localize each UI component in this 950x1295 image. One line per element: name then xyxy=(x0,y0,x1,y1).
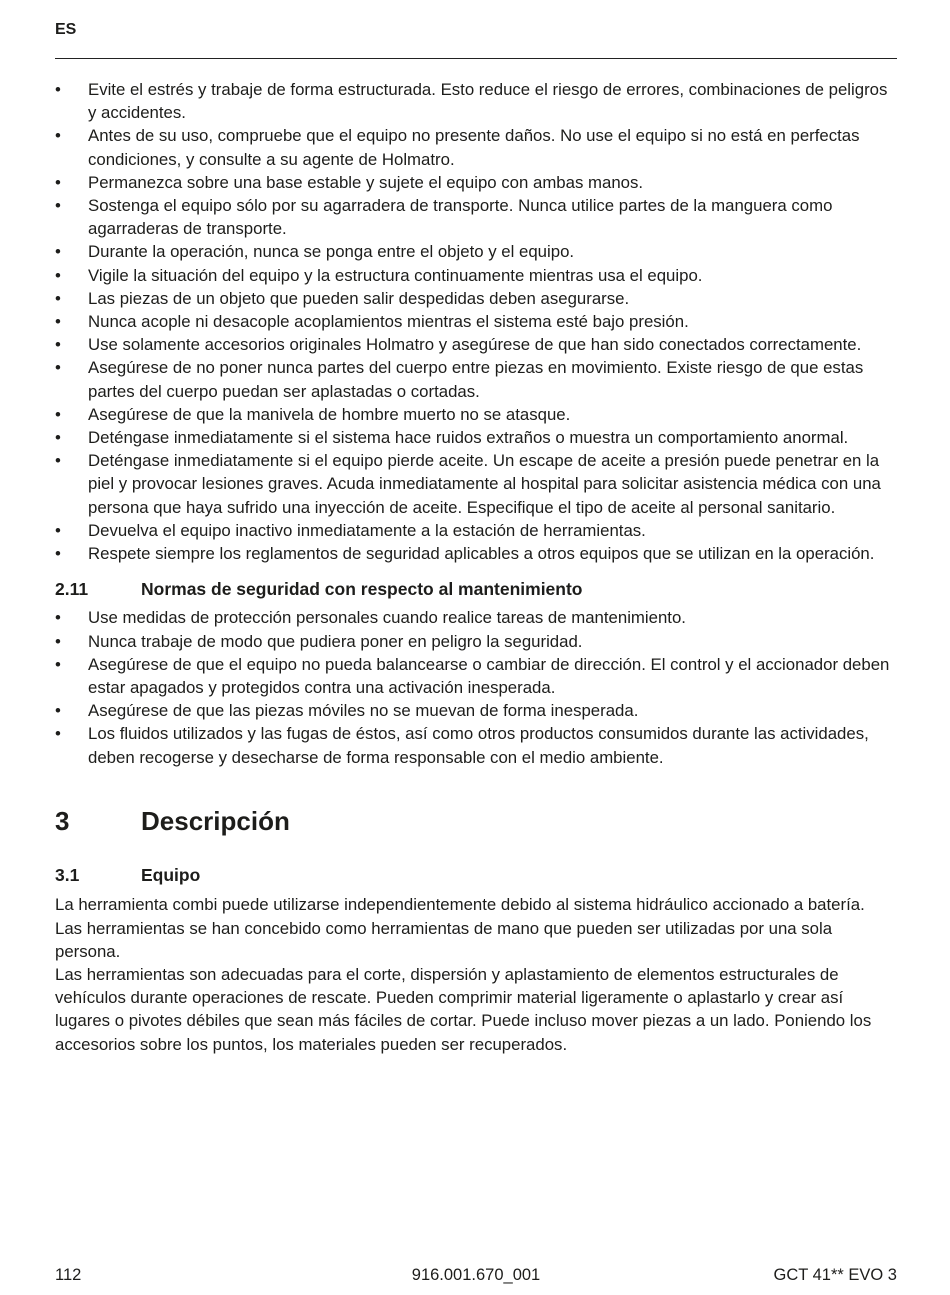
section-3-1-heading xyxy=(55,864,900,887)
page-number: 112 xyxy=(55,1266,82,1284)
bullet-icon: • xyxy=(55,631,61,651)
section-number: 3 xyxy=(55,805,70,836)
bullet-icon: • xyxy=(55,544,61,564)
list-item xyxy=(55,264,900,287)
model-name: GCT 41** EVO 3 xyxy=(773,1266,897,1284)
list-item xyxy=(55,78,900,124)
bullet-icon: • xyxy=(55,404,61,424)
bullet-icon: • xyxy=(55,80,61,99)
bullet-icon: • xyxy=(55,172,61,192)
list-item-text: Respete siempre los reglamentos de seguridad aplicables a otros equipos que se utilizan en la operación. xyxy=(88,544,875,564)
page-content xyxy=(55,78,900,1056)
paragraph: Las herramientas se han concebido como herramientas de mano que pueden ser utilizadas por una sola persona. xyxy=(55,918,833,961)
bullet-icon: • xyxy=(55,428,61,448)
page-header-language: ES xyxy=(55,21,77,38)
section-title: Equipo xyxy=(141,865,201,886)
header-rule xyxy=(55,58,897,59)
bullet-icon: • xyxy=(55,126,61,146)
list-item-text: Deténgase inmediatamente si el equipo pierde aceite. Un escape de aceite a presión puede penetrar en la piel y provocar lesiones graves. Acuda inmediatamente al hospital para solicitar asistencia médica con una persona que haya sufrido una inyección de aceite. Especifique el tipo de aceite al personal sanitario. xyxy=(88,451,881,517)
bullet-icon: • xyxy=(55,265,61,285)
list-item xyxy=(55,356,900,402)
bullet-icon: • xyxy=(55,608,61,628)
bullet-icon: • xyxy=(55,335,61,355)
list-item-text: Devuelva el equipo inactivo inmediatamente a la estación de herramientas. xyxy=(88,520,646,540)
list-item xyxy=(55,653,900,699)
list-item xyxy=(55,519,900,542)
bullet-icon: • xyxy=(55,288,61,308)
list-item-text: Permanezca sobre una base estable y sujete el equipo con ambas manos. xyxy=(88,172,644,192)
list-item-text: Las piezas de un objeto que pueden salir despedidas deben asegurarse. xyxy=(88,288,630,308)
section-3-heading xyxy=(55,805,900,836)
list-item xyxy=(55,287,900,310)
list-item xyxy=(55,426,900,449)
list-item xyxy=(55,124,900,170)
bullet-icon: • xyxy=(55,242,61,262)
paragraph: La herramienta combi puede utilizarse independientemente debido al sistema hidráulico accionado a batería. xyxy=(55,895,865,915)
bullet-icon: • xyxy=(55,724,61,744)
bullet-icon: • xyxy=(55,358,61,378)
list-item xyxy=(55,310,900,333)
list-item xyxy=(55,449,900,519)
section-title: Normas de seguridad con respecto al mantenimiento xyxy=(141,579,583,600)
list-item xyxy=(55,171,900,194)
list-item xyxy=(55,699,900,722)
section-number: 3.1 xyxy=(55,865,80,886)
list-item-text: Use medidas de protección personales cuando realice tareas de mantenimiento. xyxy=(88,608,686,628)
list-item xyxy=(55,194,900,240)
bullet-icon: • xyxy=(55,520,61,540)
bullet-icon: • xyxy=(55,451,61,471)
list-item-text: Nunca trabaje de modo que pudiera poner en peligro la seguridad. xyxy=(88,631,583,651)
paragraph: Las herramientas son adecuadas para el corte, dispersión y aplastamiento de elementos estructurales de vehículos durante operaciones de rescate. Pueden comprimir material ligeramente o aplastarlo y crear así lugares o pivotes débiles que sean más fáciles de cortar. Puede incluso mover piezas a un lado. Poniendo los accesorios sobre los puntos, los materiales pueden ser recuperados. xyxy=(55,964,872,1054)
bullet-icon: • xyxy=(55,196,61,216)
safety-list xyxy=(55,78,900,565)
list-item xyxy=(55,403,900,426)
list-item-text: Vigile la situación del equipo y la estructura continuamente mientras usa el equipo. xyxy=(88,265,703,285)
bullet-icon: • xyxy=(55,701,61,721)
list-item xyxy=(55,542,900,565)
list-item-text: Asegúrese de que las piezas móviles no se muevan de forma inesperada. xyxy=(88,701,639,721)
list-item xyxy=(55,240,900,263)
list-item-text: Use solamente accesorios originales Holmatro y asegúrese de que han sido conectados correctamente. xyxy=(88,335,862,355)
list-item-text: Antes de su uso, compruebe que el equipo no presente daños. No use el equipo si no está en perfectas condiciones, y consulte a su agente de Holmatro. xyxy=(88,126,860,169)
bullet-icon: • xyxy=(55,654,61,674)
list-item xyxy=(55,630,900,653)
maintenance-list xyxy=(55,606,900,768)
section-title: Descripción xyxy=(141,805,290,836)
list-item xyxy=(55,333,900,356)
list-item xyxy=(55,606,900,629)
list-item-text: Nunca acople ni desacople acoplamientos mientras el sistema esté bajo presión. xyxy=(88,312,689,332)
document-number: 916.001.670_001 xyxy=(411,1266,541,1284)
bullet-icon: • xyxy=(55,312,61,332)
list-item-text: Evite el estrés y trabaje de forma estructurada. Esto reduce el riesgo de errores, combinaciones de peligros y accidentes. xyxy=(88,80,888,123)
equipment-description xyxy=(55,893,900,1055)
list-item-text: Asegúrese de no poner nunca partes del cuerpo entre piezas en movimiento. Existe riesgo de que estas partes del cuerpo puedan ser aplastadas o cortadas. xyxy=(88,358,864,401)
list-item-text: Durante la operación, nunca se ponga entre el objeto y el equipo. xyxy=(88,242,575,262)
section-2-11-heading xyxy=(55,578,900,601)
list-item-text: Asegúrese de que la manivela de hombre muerto no se atasque. xyxy=(88,404,571,424)
list-item-text: Deténgase inmediatamente si el sistema hace ruidos extraños o muestra un comportamiento anormal. xyxy=(88,428,849,448)
list-item-text: Los fluidos utilizados y las fugas de éstos, así como otros productos consumidos durante las actividades, deben recogerse y desecharse de forma responsable con el medio ambiente. xyxy=(88,724,869,767)
section-number: 2.11 xyxy=(55,579,89,600)
list-item xyxy=(55,722,900,768)
list-item-text: Sostenga el equipo sólo por su agarradera de transporte. Nunca utilice partes de la manguera como agarraderas de transporte. xyxy=(88,196,833,239)
list-item-text: Asegúrese de que el equipo no pueda balancearse o cambiar de dirección. El control y el accionador deben estar apagados y protegidos contra una activación inesperada. xyxy=(88,654,890,698)
